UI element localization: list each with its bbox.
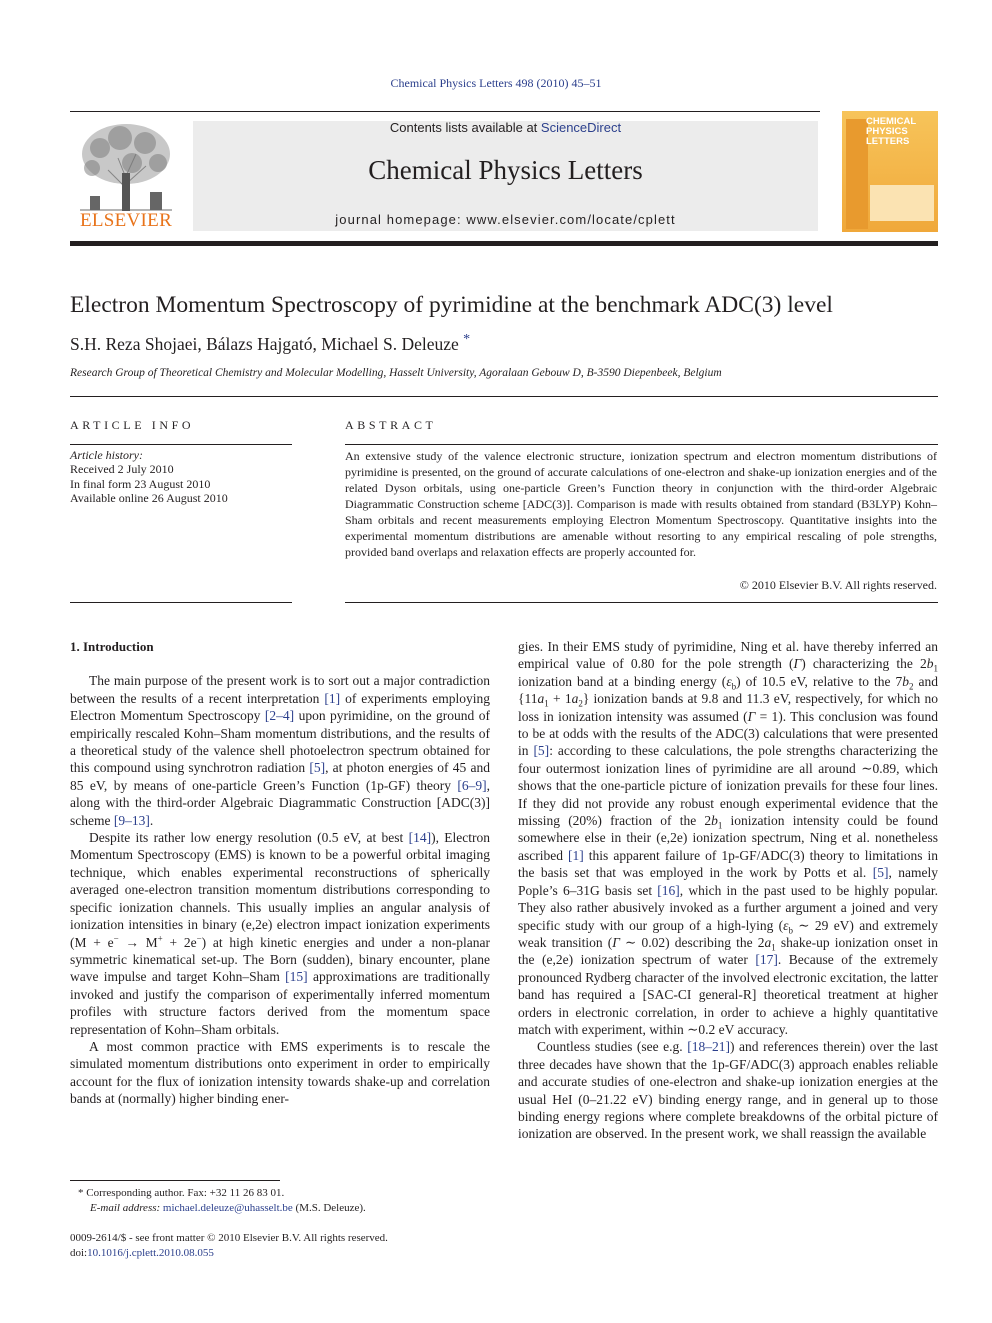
subscript: b (731, 681, 737, 692)
text: Countless studies (see e.g. (537, 1039, 688, 1055)
citation-link[interactable]: [1] (568, 847, 584, 863)
subscript: 1 (717, 820, 723, 831)
symbol: a (571, 691, 579, 707)
cover-title-line: PHYSICS (866, 126, 908, 137)
superscript: − (113, 933, 119, 943)
text: Despite its rather low energy resolution (0.5 eV, at best (89, 830, 409, 846)
footnote-rule (70, 1180, 280, 1181)
text: gies. In their EMS study of pyrimidine, Ning et al. have thereby inferred an empirical value of 0.80 for the pole strength ( (518, 639, 938, 672)
subscript: b (788, 925, 793, 936)
elsevier-logo (70, 118, 182, 232)
text: . (149, 812, 154, 828)
symbol: Γ (747, 708, 756, 724)
text: ) and references therein) over the last three decades have shown that the 1p-GF/ADC(3) approach enables reliable and accurate studies of one-electron and shake-up ionization energies at the usual HeI (0–21.22 eV) binding energy range, and in general up to those binding energy regions where complete breakdowns of the orbital picture of ionization are observed. In the present work, we shall reassign the available (518, 1039, 938, 1142)
homepage-prefix: journal homepage: (335, 212, 467, 227)
citation-link[interactable]: [18–21] (687, 1039, 730, 1055)
abstract-rule (345, 444, 938, 445)
doi-link[interactable]: 10.1016/j.cplett.2010.08.055 (87, 1246, 214, 1259)
article-info-heading: ARTICLE INFO (70, 418, 195, 432)
text: + 1 (548, 691, 572, 707)
text: ionization intensity could be found somewhere else in their (e,2e) ionization spectrum, Ning et al. nonetheless ascribed (518, 813, 938, 863)
text: , which in the past used to be highly popular. They also rather abusively invoked as a further argument a joined and very specific study with our group of a high-lying ( (518, 882, 938, 933)
abstract-text: An extensive study of the valence electronic structure, ionization spectrum and electron momentum distributions of pyrimidine is presented, on the ground of accurate calculations of one-electron and shake-up ionization energies and of the related Dyson orbitals, using one-particle Green’s Function theory in conjunction with the third-order Algebraic Diagrammatic Construction scheme [ADC(3)]. Comparison is made with results obtained from standard (B3LYP) Kohn–Sham orbitals and recent measurements employing Electron Momentum Spectroscopy. Quantitative insights into the experimental momentum distributions are amenable without resorting to any empirical rescaling of pole strengths, provided band overlaps and relaxation effects are properly accounted for. (345, 449, 937, 559)
header-thick-rule (70, 241, 938, 246)
cover-title-line: CHEMICAL (866, 116, 917, 127)
text: ∼ 29 eV) and extremely weak transition ( (518, 917, 938, 950)
paragraph: A most common practice with EMS experiments is to rescale the simulated momentum distributions onto experiment in order to empirically account for the flux of ionization intensity towards shake-up and correlation bands at (normally) higher binding ener- (70, 1038, 490, 1107)
paragraph (518, 1038, 938, 1142)
email-suffix: (M.S. Deleuze). (292, 1201, 366, 1214)
left-column (70, 638, 490, 1108)
footnote-mark: * (78, 1187, 84, 1199)
paragraph (70, 672, 490, 829)
citation-link[interactable]: [5] (872, 865, 889, 881)
citation-link[interactable]: [5] (533, 743, 550, 759)
subscript: 1 (771, 942, 776, 953)
symbol: Γ (612, 934, 620, 950)
footnote-email-line (70, 1201, 490, 1216)
article-title: Electron Momentum Spectroscopy of pyrimidine at the benchmark ADC(3) level (70, 292, 833, 318)
text: this apparent failure of 1p-GF/ADC(3) theory to limitations in the basis set that was employed in the work by Potts et al. (518, 847, 938, 881)
section-heading: 1. Introduction (70, 639, 154, 654)
text: = 1). This conclusion was found to be at odds with the results of the ADC(3) calculations that were presented in (518, 708, 938, 759)
cover-title (866, 117, 916, 147)
abstract-bottom-rule (345, 602, 938, 603)
cover-band (846, 119, 868, 229)
abstract-copyright: © 2010 Elsevier B.V. All rights reserved. (739, 578, 937, 592)
email-link[interactable]: michael.deleuze@uhasselt.be (162, 1201, 293, 1214)
symbol: a (764, 934, 772, 950)
journal-cover (842, 111, 938, 232)
text: and {11 (518, 673, 938, 707)
author-list (70, 334, 470, 355)
text: ∼ 0.02) describing the 2 (619, 934, 765, 950)
affiliation: Research Group of Theoretical Chemistry and Molecular Modelling, Hasselt University, Agoralaan Gebouw D, B-3590 Diepenbeek, Belgium (70, 367, 722, 379)
journal-homepage (193, 212, 818, 227)
text: , namely Pople’s 6–31G basis set (518, 865, 938, 898)
contents-line (193, 120, 818, 135)
article-info-rule (70, 444, 292, 445)
citation-link[interactable]: [1] (324, 690, 341, 706)
text: : according to these calculations, the pole strengths characterizing the four outermost ionization lines of pyrimidine are all around ∼0.89, which shows that the one-particle picture of ionization prevails for these four lines. If they did not provide any robust enough experimental evidence that the missing (20%) fraction of the 2 (518, 743, 938, 829)
text: shake-up ionization onset in the (e,2e) ionization spectrum of water (518, 934, 938, 968)
text: The main purpose of the present work is to sort out a major contradiction between the results of a recent interpretation (70, 673, 490, 706)
front-matter (70, 1231, 490, 1260)
symbol: a (537, 691, 545, 707)
cover-title-line: LETTERS (866, 136, 910, 147)
email-label: E-mail address: (90, 1201, 163, 1214)
right-column (518, 638, 938, 1143)
text: + 2e (162, 934, 197, 950)
paragraph (70, 829, 490, 1038)
text: ) characterizing the 2 (801, 656, 927, 672)
article-info-bottom-rule (70, 602, 292, 603)
citation-link[interactable]: [2–4] (264, 708, 295, 724)
text: } ionization bands at 9.8 and 11.3 eV, respectively, for which no loss in ionization intensity was assumed ( (518, 691, 938, 724)
corresponding-author-mark[interactable]: * (463, 332, 471, 348)
publisher-wordmark: ELSEVIER (79, 210, 173, 231)
homepage-url[interactable]: www.elsevier.com/locate/cplett (466, 212, 676, 227)
history-online: Available online 26 August 2010 (70, 490, 228, 505)
symbol: b (926, 656, 934, 672)
text: approximations are traditionally invoked and justify the comparison of experimentally inferred momentum profiles with structure factors derived from the momentum space representation of Kohn–Sham orbitals. (70, 969, 490, 1037)
doi-line (70, 1246, 490, 1261)
authors: S.H. Reza Shojaei, Bálazs Hajgató, Michael S. Deleuze (70, 334, 459, 354)
text: of experiments employing Electron Momentum Spectroscopy (70, 690, 490, 724)
citation-link[interactable]: [9–13] (113, 812, 150, 828)
superscript: − (196, 933, 202, 943)
footnote-corresponding (70, 1186, 490, 1201)
symbol: ε (726, 673, 732, 689)
text: , at photon energies of 45 and 85 eV, by means of one-particle Green’s Function (1p-GF) theory (70, 760, 490, 793)
abstract-heading: ABSTRACT (345, 418, 437, 432)
superscript: + (157, 933, 163, 943)
citation-link[interactable]: [15] (285, 969, 308, 985)
text: , along with the third-order Algebraic Diagrammatic Construction [ADC(3)] scheme (70, 777, 490, 828)
issn-line: 0009-2614/$ - see front matter © 2010 Elsevier B.V. All rights reserved. (70, 1232, 388, 1244)
title-divider (70, 396, 938, 397)
contents-prefix: Contents lists available at (389, 120, 541, 135)
symbol: b (711, 813, 718, 829)
paragraph (518, 638, 938, 1038)
symbol: ε (783, 917, 789, 933)
history-final-form: In final form 23 August 2010 (70, 476, 211, 491)
cover-figure (870, 185, 934, 221)
doi-label: doi: (70, 1246, 88, 1259)
article-history (70, 448, 292, 505)
symbol: Γ (793, 656, 802, 672)
subscript: 2 (578, 698, 583, 709)
history-label: Article history: (70, 448, 143, 462)
citation-link[interactable]: [14] (408, 830, 432, 846)
subscript: 2 (908, 681, 914, 692)
citation-link[interactable]: [17] (755, 952, 778, 968)
text: upon pyrimidine, on the ground of empirically rescaled Kohn–Sham momentum distributions, and the results of a theoretical study of the valence shell photoelectron spectrum obtained for this compound using synchrotron radiation (70, 708, 490, 776)
text: ) of 10.5 eV, relative to the 7 (736, 673, 903, 689)
citation-link[interactable]: [16] (657, 882, 680, 898)
sciencedirect-link[interactable]: ScienceDirect (540, 120, 622, 135)
text: . Because of the extremely pronounced Rydberg character of the involved electronic excitation, the latter band has required a [SAC-CI general-R] theoretical treatment at higher orders in electronic correlation, in order to achieve a highly quantitative match with experiment, within ∼0.2 eV accuracy. (518, 952, 938, 1037)
footnote-text: Corresponding author. Fax: +32 11 26 83 01. (86, 1187, 285, 1199)
header-divider (70, 111, 820, 112)
history-received: Received 2 July 2010 (70, 462, 174, 477)
subscript: 1 (933, 664, 938, 675)
footnote (70, 1186, 490, 1215)
symbol: b (902, 673, 909, 689)
subscript: 1 (544, 698, 549, 709)
journal-name: Chemical Physics Letters (368, 155, 643, 185)
text: ) at high kinetic energies and under a non-planar symmetric kinematical set-up. The Born (sudden), binary encounter, plane wave impulse and target Kohn–Sham (70, 934, 491, 985)
journal-citation[interactable]: Chemical Physics Letters 498 (2010) 45–51 (390, 76, 602, 90)
text: ionization band at a binding energy ( (518, 673, 727, 689)
text: ), Electron Momentum Spectroscopy (EMS) is known to be a powerful orbital imaging technique, which enables experimental reconstructions of spherically averaged one-electron transition momentum distributions corresponding to specific ionization channels. This usually implies an angular analysis of ionization intensities in binary (e,2e) electron impact ionization experiments (M + e (70, 830, 490, 950)
text: → M (118, 934, 158, 950)
citation-link[interactable]: [5] (309, 760, 326, 776)
citation-link[interactable]: [6–9] (457, 777, 487, 793)
